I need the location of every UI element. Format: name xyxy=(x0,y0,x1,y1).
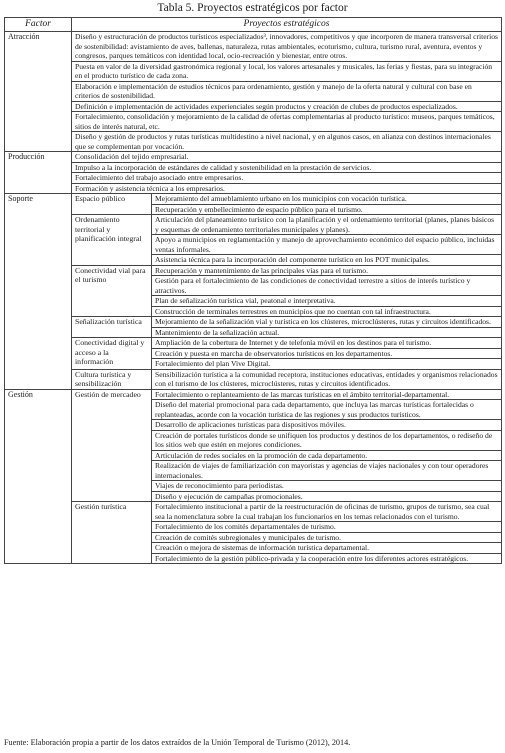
project-cell: Definición e implementación de actividades experienciales según productos y creación de clubes de productos especializados. xyxy=(72,101,502,112)
project-cell: Realización de viajes de familiarización con mayoristas y agencias de viajes nacionales y con tour operadores internacionales. xyxy=(152,461,502,481)
table-row xyxy=(5,502,502,522)
project-cell: Viajes de reconocimiento para periodistas. xyxy=(152,481,502,492)
factor-atraccion: Atracción xyxy=(5,32,72,152)
table-row xyxy=(5,317,502,328)
project-cell: Impulso a la incorporación de estándares de calidad y sostenibilidad en la prestación de servicios. xyxy=(72,162,502,173)
project-cell: Fortalecimiento de los comités departamentales de turismo. xyxy=(152,522,502,533)
project-cell: Fortalecimiento del trabajo asociado entre empresarios. xyxy=(72,173,502,184)
project-cell: Recuperación y mantenimiento de las principales vías para el turismo. xyxy=(152,265,502,276)
project-cell: Construcción de terminales terrestres en municipios que no cuentan con tal infraestructura. xyxy=(152,306,502,317)
project-cell: Articulación del planeamiento turístico con la planificación y el ordenamiento territorial (planes, planes básicos y esquemas de ordenamiento territoriales municipales y planes). xyxy=(152,215,502,235)
table-row xyxy=(5,61,502,81)
project-cell: Mantenimiento de la señalización actual. xyxy=(152,327,502,338)
subfactor-senalizacion: Señalización turística xyxy=(72,317,152,338)
subfactor-espacio-publico: Espacio público xyxy=(72,194,152,215)
project-cell: Diseño y ejecución de campañas promocionales. xyxy=(152,491,502,502)
table-row xyxy=(5,162,502,173)
project-cell: Creación de comités subregionales y municipales de turismo. xyxy=(152,532,502,543)
table-row xyxy=(5,81,502,101)
project-cell: Creación o mejora de sistemas de información turística departamental. xyxy=(152,543,502,554)
factor-soporte: Soporte xyxy=(5,194,72,390)
project-cell: Mejoramiento del amueblamiento urbano en los municipios con vocación turística. xyxy=(152,194,502,205)
project-cell: Formación y asistencia técnica a los empresarios. xyxy=(72,183,502,194)
project-cell: Sensibilización turística a la comunidad receptora, instituciones educativas, entidades y organismos relacionados con el turismo de los clústeres, microclústeres, rutas y circuitos identificados. xyxy=(152,369,502,389)
project-cell: Diseño del material promocional para cada departamento, que incluya las marcas turísticas fortalecidas o replanteadas, acorde con la vocación turística de las regiones y sus productos turísticos. xyxy=(152,400,502,420)
header-row xyxy=(5,18,502,32)
table-row xyxy=(5,389,502,400)
project-cell: Asistencia técnica para la incorporación del componente turístico en los POT municipales. xyxy=(152,255,502,266)
project-cell: Mejoramiento de la señalización vial y turística en los clústeres, microclústeres, rutas y circuitos identificados. xyxy=(152,317,502,328)
subfactor-conectividad-vial: Conectividad vial para el turismo xyxy=(72,265,152,317)
source-note: Fuente: Elaboración propia a partir de los datos extraídos de la Unión Temporal de Turismo (2012), 2014. xyxy=(4,738,351,747)
project-cell: Creación de portales turísticos donde se unifiquen los productos y destinos de los departamentos, o rediseño de los sitios web que estén en mejores condiciones. xyxy=(152,430,502,450)
project-cell: Fortalecimiento institucional a partir de la reestructuración de oficinas de turismo, grupos de turismo, sea cual sea la nomenclatura sobre la cual trabajan los funcionarios en los temas relacionados con el turismo. xyxy=(152,502,502,522)
table-row xyxy=(5,369,502,389)
header-factor: Factor xyxy=(5,18,72,32)
table-caption: Tabla 5. Proyectos estratégicos por factor xyxy=(157,2,348,14)
project-cell: Ampliación de la cobertura de Internet y de telefonía móvil en los destinos para el turismo. xyxy=(152,338,502,349)
table-row xyxy=(5,338,502,349)
factor-produccion: Producción xyxy=(5,152,72,194)
project-cell: Recuperación y embellecimiento de espacio público para el turismo. xyxy=(152,204,502,215)
subfactor-ordenamiento: Ordenamiento territorial y planificación integral xyxy=(72,215,152,266)
table-row xyxy=(5,194,502,205)
strategic-projects-table xyxy=(4,17,502,564)
table-row xyxy=(5,32,502,62)
project-cell: Desarrollo de aplicaciones turísticas para dispositivos móviles. xyxy=(152,420,502,431)
table-row xyxy=(5,215,502,235)
subfactor-cultura: Cultura turística y sensibilización xyxy=(72,369,152,389)
project-cell: Plan de señalización turística vial, peatonal e interpretativa. xyxy=(152,296,502,307)
project-cell: Fortalecimiento de la gestión público-privada y la cooperación entre los diferentes actores estratégicos. xyxy=(152,553,502,564)
factor-gestion: Gestión xyxy=(5,389,72,564)
project-cell: Puesta en valor de la diversidad gastronómica regional y local, los valores artesanales y musicales, las ferias y fiestas, para su integración en el producto turístico de cada zona. xyxy=(72,61,502,81)
table-row xyxy=(5,152,502,163)
subfactor-gestion-turistica: Gestión turística xyxy=(72,502,152,564)
project-cell: Fortalecimiento del plan Vive Digital. xyxy=(152,359,502,370)
project-cell: Diseño y estructuración de productos turísticos especializados³, innovadores, competitivos y que incorporen de manera transversal criterios de sostenibilidad: avistamiento de aves, ballenas, naturaleza, rutas ambientales, ecoturismo, cultura, turismo rural, aventura, eventos y congresos, parques temáticos con identidad local, ocio-recreación y bienestar, entre otros. xyxy=(72,32,502,62)
project-cell: Fortalecimiento o replanteamiento de las marcas turísticas en el ámbito territorial-departamental. xyxy=(152,389,502,400)
table-row xyxy=(5,265,502,276)
table-row xyxy=(5,132,502,152)
table-row xyxy=(5,183,502,194)
project-cell: Gestión para el fortalecimiento de las condiciones de conectividad terrestre a sitios de interés turístico y atractivos. xyxy=(152,276,502,296)
table-row xyxy=(5,173,502,184)
project-cell: Diseño y gestión de productos y rutas turísticas multidestino a nivel nacional, y en algunos casos, en alianza con destinos internacionales que se complementan por vocación. xyxy=(72,132,502,152)
project-cell: Fortalecimiento, consolidación y mejoramiento de la calidad de ofertas complementarias al producto turístico: museos, parques temáticos, sitios de interés natural, etc. xyxy=(72,112,502,132)
project-cell: Articulación de redes sociales en la promoción de cada departamento. xyxy=(152,450,502,461)
table-row xyxy=(5,101,502,112)
project-cell: Elaboración e implementación de estudios técnicos para ordenamiento, gestión y manejo de la oferta natural y cultural con base en criterios de sostenibilidad. xyxy=(72,81,502,101)
project-cell: Creación y puesta en marcha de observatorios turísticos en los departamentos. xyxy=(152,348,502,359)
subfactor-mercadeo: Gestión de mercadeo xyxy=(72,389,152,502)
project-cell: Consolidación del tejido empresarial. xyxy=(72,152,502,163)
subfactor-conectividad-digital: Conectividad digital y acceso a la información xyxy=(72,338,152,370)
header-projects: Proyectos estratégicos xyxy=(72,18,502,32)
table-row xyxy=(5,112,502,132)
project-cell: Apoyo a municipios en reglamentación y manejo de aprovechamiento económico del espacio público, incluidas ventas informales. xyxy=(152,235,502,255)
